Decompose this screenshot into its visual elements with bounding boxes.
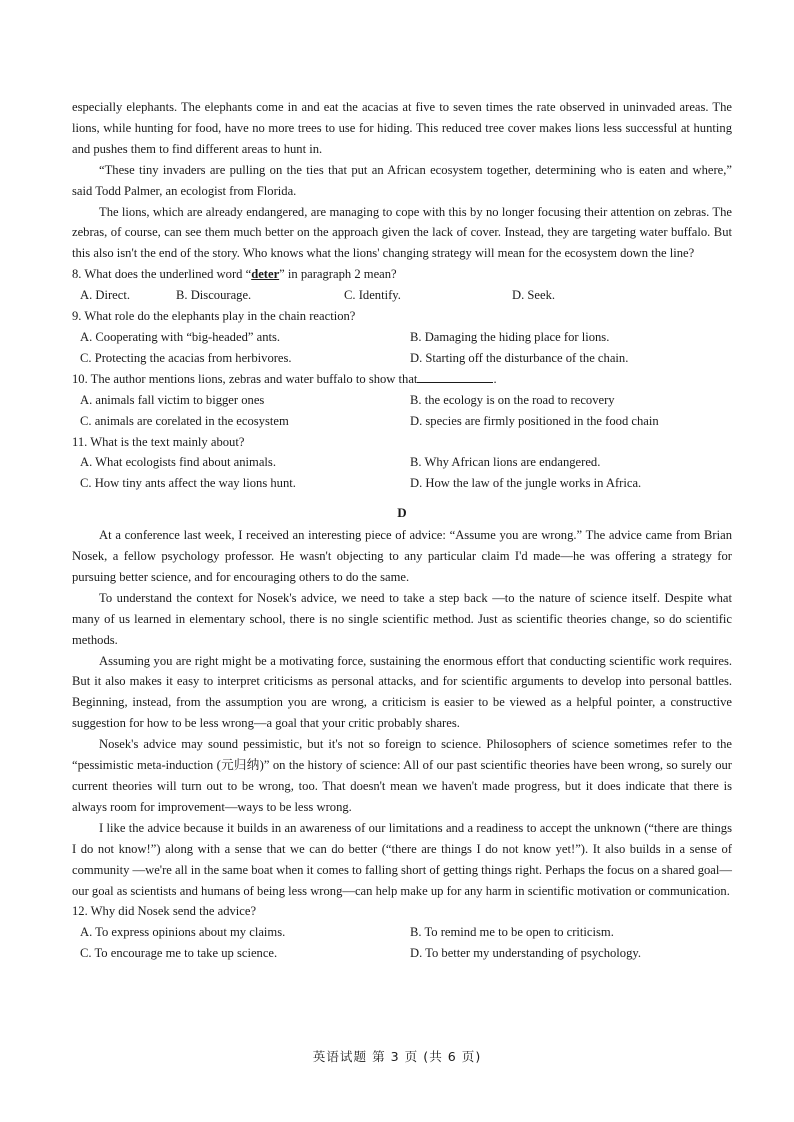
passage-d-paragraph: I like the advice because it builds in an awareness of our limitations and a readiness to accept the unknown (“there are things I do not know!”) along with a sense that we can do better (“there are things I do not know yet!”). It also builds in a sense of community —we're all in the same boat when it comes to falling short of getting things right. Perhaps the focus on a shared goal—our goal as scientists and humans of being less wrong—can help make up for any harm in scientific motivation or communication. (72, 820, 732, 898)
option-c: C. How tiny ants affect the way lions hunt. (80, 476, 296, 491)
question-12-options (72, 922, 732, 964)
option-d: D. How the law of the jungle works in Africa. (410, 476, 642, 491)
underlined-word: deter (251, 267, 280, 282)
exam-page (72, 97, 732, 964)
option-c: C. Protecting the acacias from herbivores. (80, 350, 292, 365)
option-a: A. Cooperating with “big-headed” ants. (80, 329, 281, 344)
question-11-options (72, 452, 732, 494)
question-9: 9. What role do the elephants play in the chain reaction? (72, 309, 356, 324)
question-10-options (72, 390, 732, 432)
question-9-options (72, 327, 732, 369)
passage-d-paragraph: Nosek's advice may sound pessimistic, but it's not so foreign to science. Philosophers of science sometimes refer to the “pessimistic meta-induction (元归纳)” on the history of science: All of our past scientific theories have been wrong, so surely our current theories will turn out to be wrong, too. That doesn't mean we haven't made progress, but it does indicate that there is always room for improvement—ways to be less wrong. (72, 737, 732, 814)
question-8-options (72, 285, 732, 306)
option-a: A. animals fall victim to bigger ones (80, 392, 265, 407)
option-b: B. To remind me to be open to criticism. (410, 925, 614, 940)
question-stem-end: . (493, 371, 497, 386)
question-stem: 10. The author mentions lions, zebras and water buffalo to show that (72, 371, 418, 386)
option-b: B. the ecology is on the road to recovery (410, 392, 615, 407)
question-stem: 8. What does the underlined word “ (72, 267, 252, 282)
option-c: C. animals are corelated in the ecosystem (80, 413, 289, 428)
passage-d-paragraph: Assuming you are right might be a motivating force, sustaining the enormous effort that conducting scientific work requires. But it also makes it easy to interpret criticisms as personal attacks, and for scientific arguments to develop into personal battles. Beginning, instead, from the assumption you are wrong, a criticism is easier to be viewed as a helpful pointer, a constructive suggestion for how to be less wrong—a goal that your critic probably shares. (72, 653, 732, 731)
question-8 (72, 264, 732, 285)
passage-d-paragraph: At a conference last week, I received an interesting piece of advice: “Assume you are wrong.” The advice came from Brian Nosek, a fellow psychology professor. He wasn't objecting to any particular claim I'd made—he was offering a strategy for pursuing better science, and for encouraging others to do the same. (72, 528, 732, 584)
option-b: B. Discourage. (176, 288, 252, 303)
question-11: 11. What is the text mainly about? (72, 434, 245, 449)
passage-d-paragraph: To understand the context for Nosek's advice, we need to take a step back —to the nature of science itself. Despite what many of us learned in elementary school, there is no single scientific method. Just as scientific theories change, so do scientific methods. (72, 590, 732, 647)
passage-c-paragraph: The lions, which are already endangered, are managing to cope with this by no longer focusing their attention on zebras. The zebras, of course, can see them much better on the approach given the lack of cover. Instead, they are targeting water buffalo. But this also isn't the end of the story. Who knows what the lions' changing strategy will mean for the ecosystem down the line? (72, 204, 732, 261)
page-footer: 英语试题 第 3 页 (共 6 页) (312, 1049, 482, 1064)
option-d: D. Seek. (512, 288, 556, 303)
option-d: D. species are firmly positioned in the food chain (410, 413, 659, 428)
option-a: A. To express opinions about my claims. (80, 925, 286, 940)
option-b: B. Damaging the hiding place for lions. (410, 329, 610, 344)
passage-c-paragraph: “These tiny invaders are pulling on the ties that put an African ecosystem together, determining who is eaten and where,” said Todd Palmer, an ecologist from Florida. (72, 162, 732, 198)
option-c: C. Identify. (344, 288, 401, 303)
option-c: C. To encourage me to take up science. (80, 946, 278, 961)
option-a: A. What ecologists find about animals. (80, 455, 276, 470)
passage-c-paragraph: especially elephants. The elephants come in and eat the acacias at five to seven times the rate observed in uninvaded areas. The lions, while hunting for food, have no more trees to use for hiding. This reduced tree cover makes lions less successful at hunting and pushes them to find different areas to hunt in. (72, 100, 732, 156)
answer-blank (417, 371, 493, 383)
question-stem: ” in paragraph 2 mean? (279, 267, 397, 282)
option-b: B. Why African lions are endangered. (410, 455, 601, 470)
option-a: A. Direct. (80, 288, 131, 303)
option-d: D. Starting off the disturbance of the chain. (410, 350, 629, 365)
section-title: D (397, 505, 407, 521)
question-10 (72, 369, 732, 390)
option-d: D. To better my understanding of psychology. (410, 946, 642, 961)
question-12: 12. Why did Nosek send the advice? (72, 904, 257, 919)
